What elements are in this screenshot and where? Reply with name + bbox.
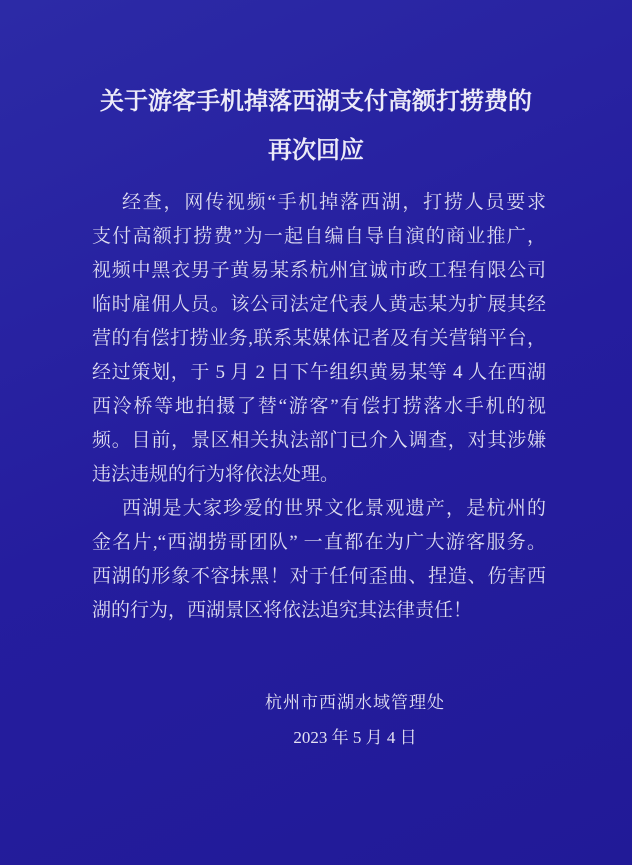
- announcement-body: [92, 186, 546, 628]
- date: 2023 年 5 月 4 日: [293, 728, 417, 747]
- body-line: 西湖的形象不容抹黑！对于任何歪曲、捏造、伤害西: [92, 566, 546, 587]
- body-line: 临时雇佣人员。该公司法定代表人黄志某为扩展其经: [92, 294, 546, 315]
- body-line: 西湖是大家珍爱的世界文化景观遗产，是杭州的: [122, 498, 546, 519]
- title-line-1: 关于游客手机掉落西湖支付高额打捞费的: [100, 89, 532, 115]
- announcement-title: [0, 78, 632, 176]
- body-line: 经查，网传视频“手机掉落西湖，打捞人员要求: [122, 192, 546, 213]
- body-line: 金名片,“西湖捞哥团队” 一直都在为广大游客服务。: [92, 532, 546, 553]
- body-line: 违法违规的行为将依法处理。: [92, 464, 340, 485]
- body-line: 湖的行为，西湖景区将依法追究其法律责任！: [92, 600, 473, 621]
- title-line-2: 再次回应: [268, 138, 364, 164]
- body-line: 西泠桥等地拍摄了替“游客”有偿打捞落水手机的视: [92, 396, 546, 417]
- body-line: 营的有偿打捞业务,联系某媒体记者及有关营销平台，: [92, 328, 546, 349]
- paragraph-2: [92, 492, 546, 628]
- body-line: 频。目前，景区相关执法部门已介入调查，对其涉嫌: [92, 430, 546, 451]
- signature: 杭州市西湖水域管理处: [265, 693, 445, 712]
- body-line: 视频中黑衣男子黄易某系杭州宜诚市政工程有限公司: [92, 260, 546, 281]
- body-line: 支付高额打捞费”为一起自编自导自演的商业推广，: [92, 226, 546, 247]
- body-line: 经过策划，于 5 月 2 日下午组织黄易某等 4 人在西湖: [92, 362, 546, 383]
- signature-block: [205, 685, 505, 755]
- paragraph-1: [92, 186, 546, 492]
